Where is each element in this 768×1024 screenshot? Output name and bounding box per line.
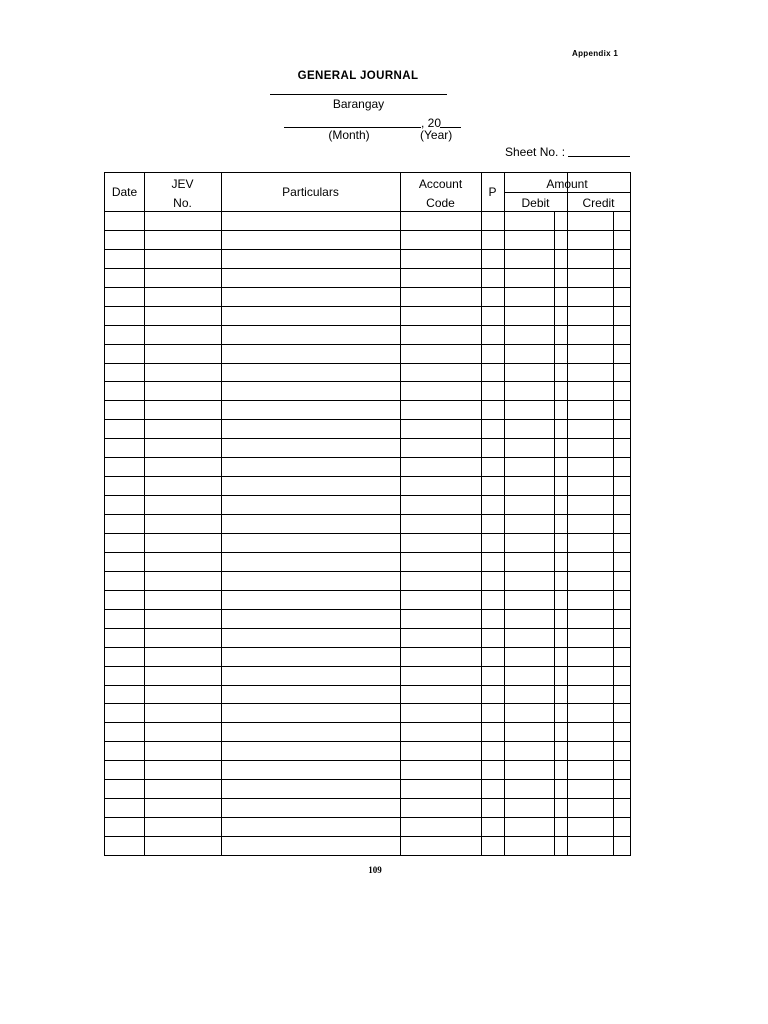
table-row[interactable] [105, 666, 630, 667]
header-p: P [488, 185, 497, 199]
header-jev-line1: JEV [171, 177, 194, 191]
table-row[interactable] [105, 703, 630, 704]
table-row[interactable] [105, 230, 630, 231]
table-row[interactable] [105, 438, 630, 439]
table-row[interactable] [105, 344, 630, 345]
barangay-blank-line[interactable] [270, 94, 447, 95]
header-account-line2: Code [426, 196, 455, 210]
table-row[interactable] [105, 722, 630, 723]
table-row[interactable] [105, 685, 630, 686]
table-row[interactable] [105, 798, 630, 799]
table-row[interactable] [105, 268, 630, 269]
table-row[interactable] [105, 647, 630, 648]
sheet-number-blank-line[interactable] [568, 156, 630, 157]
table-row[interactable] [105, 817, 630, 818]
table-row[interactable] [105, 533, 630, 534]
table-row[interactable] [105, 419, 630, 420]
table-row[interactable] [105, 249, 630, 250]
page-title: GENERAL JOURNAL [297, 70, 419, 82]
header-debit: Debit [521, 196, 550, 210]
table-row[interactable] [105, 211, 630, 212]
table-row[interactable] [105, 495, 630, 496]
page-number: 109 [368, 865, 382, 875]
table-row[interactable] [105, 836, 630, 837]
journal-table [104, 172, 631, 856]
header-account-line1: Account [418, 177, 463, 191]
appendix-label: Appendix 1 [572, 49, 619, 58]
table-row[interactable] [105, 552, 630, 553]
table-row[interactable] [105, 476, 630, 477]
table-row[interactable] [105, 287, 630, 288]
table-row[interactable] [105, 609, 630, 610]
header-amount: Amount [546, 177, 588, 191]
header-credit: Credit [582, 196, 615, 210]
table-row[interactable] [105, 741, 630, 742]
table-row[interactable] [105, 571, 630, 572]
table-row[interactable] [105, 514, 630, 515]
header-date: Date [111, 185, 138, 199]
table-row[interactable] [105, 381, 630, 382]
table-row[interactable] [105, 325, 630, 326]
table-row[interactable] [105, 306, 630, 307]
barangay-label: Barangay [332, 97, 385, 111]
year-label: (Year) [420, 128, 453, 142]
table-row[interactable] [105, 400, 630, 401]
table-row[interactable] [105, 779, 630, 780]
table-row[interactable] [105, 363, 630, 364]
header-particulars: Particulars [282, 185, 339, 199]
table-row[interactable] [105, 590, 630, 591]
month-label: (Month) [328, 128, 370, 142]
table-row[interactable] [105, 628, 630, 629]
year-prefix: , 20 [421, 116, 442, 130]
header-jev-line2: No. [173, 196, 192, 210]
table-row[interactable] [105, 760, 630, 761]
table-row[interactable] [105, 457, 630, 458]
sheet-number-label: Sheet No. : [505, 145, 566, 159]
